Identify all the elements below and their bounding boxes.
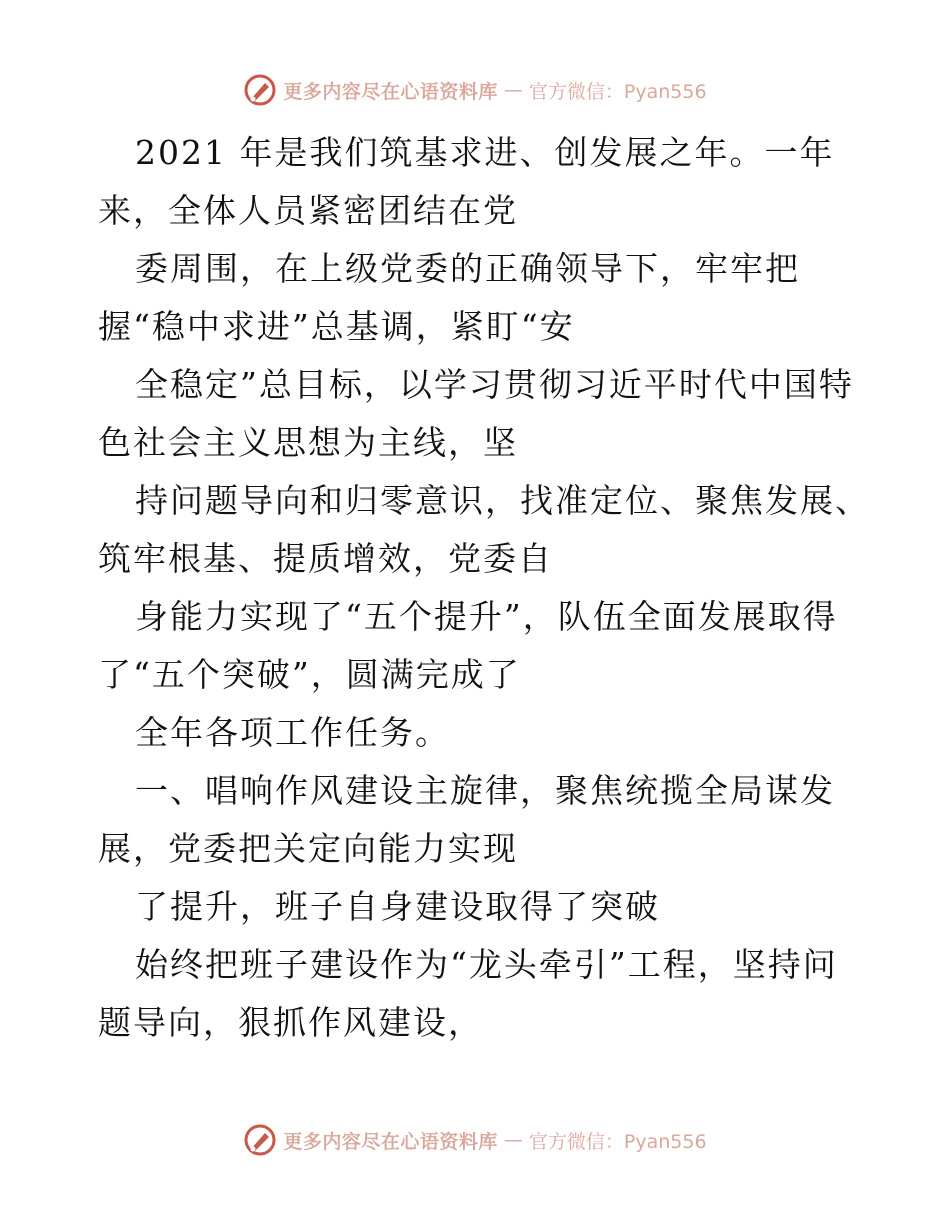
text-line: 筑牢根基、提质增效，党委自 bbox=[98, 539, 553, 578]
watermark-brand: 更多内容尽在心语资料库 bbox=[283, 1130, 498, 1153]
document-body bbox=[98, 124, 878, 1052]
text-line: 题导向，狠抓作风建设， bbox=[98, 1003, 483, 1042]
header-watermark bbox=[0, 70, 950, 110]
section-heading-line: 了提升，班子自身建设取得了突破 bbox=[135, 887, 660, 926]
watermark-wechat: 官方微信：Pyan556 bbox=[528, 80, 707, 103]
text-line: 2021 年是我们筑基求进、创发展之年。一年 bbox=[135, 133, 835, 172]
section-heading-line: 一、唱响作风建设主旋律，聚焦统揽全局谋发 bbox=[135, 771, 835, 810]
watermark-brand: 更多内容尽在心语资料库 bbox=[283, 80, 498, 103]
watermark-separator: — bbox=[503, 1129, 523, 1151]
pen-logo-icon bbox=[243, 73, 277, 107]
footer-watermark bbox=[0, 1120, 950, 1160]
watermark-separator: — bbox=[503, 79, 523, 101]
text-line: 握“稳中求进”总基调，紧盯“安 bbox=[98, 307, 575, 346]
watermark-wechat: 官方微信：Pyan556 bbox=[528, 1130, 707, 1153]
text-line: 身能力实现了“五个提升”，队伍全面发展取得 bbox=[135, 597, 838, 636]
text-line: 始终把班子建设作为“龙头牵引”工程，坚持问 bbox=[135, 945, 838, 984]
text-line: 委周围，在上级党委的正确领导下，牢牢把 bbox=[135, 249, 800, 288]
text-line: 全年各项工作任务。 bbox=[135, 713, 450, 752]
text-line: 全稳定”总目标，以学习贯彻习近平时代中国特 bbox=[135, 365, 854, 404]
text-line: 色社会主义思想为主线，坚 bbox=[98, 423, 518, 462]
section-heading-line: 展，党委把关定向能力实现 bbox=[98, 829, 518, 868]
text-line: 来，全体人员紧密团结在党 bbox=[98, 191, 518, 230]
text-line: 了“五个突破”，圆满完成了 bbox=[98, 655, 521, 694]
text-line: 持问题导向和归零意识，找准定位、聚焦发展、 bbox=[135, 481, 870, 520]
pen-logo-icon bbox=[243, 1123, 277, 1157]
